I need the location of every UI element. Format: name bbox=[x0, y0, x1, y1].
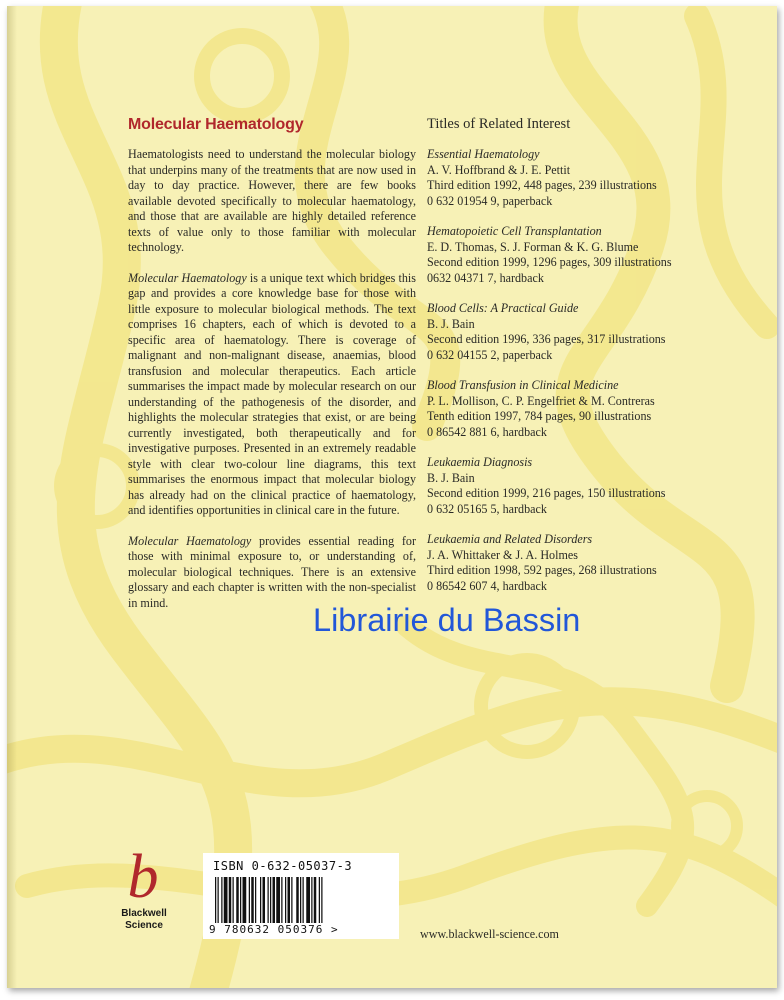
publisher-logo bbox=[119, 843, 179, 932]
related-item-edition: Second edition 1999, 1296 pages, 309 illustrations bbox=[427, 255, 672, 269]
barcode-bar bbox=[233, 877, 234, 923]
barcode-bar bbox=[319, 877, 320, 923]
related-item-title: Hematopoietic Cell Transplantation bbox=[427, 224, 602, 238]
related-item-edition: Second edition 1999, 216 pages, 150 illustrations bbox=[427, 486, 666, 500]
publisher-name-line2: Science bbox=[125, 920, 163, 931]
description-paragraph-2 bbox=[128, 271, 416, 519]
related-item bbox=[427, 378, 727, 440]
barcode-bar bbox=[251, 877, 254, 923]
barcode-bar bbox=[300, 877, 301, 923]
book-title: Molecular Haematology bbox=[128, 116, 304, 133]
related-item-edition: Third edition 1992, 448 pages, 239 illustrations bbox=[427, 178, 657, 192]
related-item-isbn: 0 632 05165 5, hardback bbox=[427, 501, 547, 516]
barcode-bar bbox=[215, 877, 216, 923]
barcode-bar bbox=[285, 877, 286, 923]
barcode-bar bbox=[273, 877, 276, 923]
related-item-authors: B. J. Bain bbox=[427, 470, 475, 485]
related-item bbox=[427, 532, 727, 594]
related-item-authors: A. V. Hoffbrand & J. E. Pettit bbox=[427, 162, 571, 177]
related-item-authors: B. J. Bain bbox=[427, 316, 475, 331]
related-item-title: Essential Haematology bbox=[427, 147, 540, 161]
barcode-bar bbox=[321, 877, 322, 923]
spine-shadow bbox=[7, 6, 17, 988]
publisher-website: www.blackwell-science.com bbox=[420, 927, 559, 941]
barcode bbox=[213, 877, 389, 923]
barcode-bar bbox=[311, 877, 312, 923]
related-item-title: Leukaemia and Related Disorders bbox=[427, 532, 593, 546]
related-item-title: Leukaemia Diagnosis bbox=[427, 455, 533, 469]
barcode-bar bbox=[281, 877, 282, 923]
barcode-bar bbox=[288, 877, 291, 923]
related-item-edition: Second edition 1996, 336 pages, 317 illustrations bbox=[427, 332, 666, 346]
description-column bbox=[128, 116, 416, 626]
related-item bbox=[427, 455, 727, 517]
related-item bbox=[427, 147, 727, 209]
related-item-authors: J. A. Whittaker & J. A. Holmes bbox=[427, 547, 578, 562]
related-item-edition: Tenth edition 1997, 784 pages, 90 illustrations bbox=[427, 409, 652, 423]
barcode-bar bbox=[263, 877, 266, 923]
barcode-bar bbox=[260, 877, 261, 923]
barcode-bar bbox=[224, 877, 228, 923]
related-item bbox=[427, 301, 727, 363]
description-paragraph-3 bbox=[128, 534, 416, 612]
barcode-bar bbox=[229, 877, 232, 923]
description-paragraph-1 bbox=[128, 147, 416, 256]
related-item-title: Blood Cells: A Practical Guide bbox=[427, 301, 579, 315]
barcode-bar bbox=[296, 877, 299, 923]
barcode-bar bbox=[236, 877, 239, 923]
related-titles-column bbox=[427, 116, 727, 609]
barcode-bar bbox=[303, 877, 304, 923]
barcode-bar bbox=[221, 877, 222, 923]
related-item-authors: P. L. Mollison, C. P. Engelfriet & M. Contreras bbox=[427, 393, 655, 408]
barcode-bar bbox=[270, 877, 271, 923]
barcode-bar bbox=[249, 877, 250, 923]
book-back-cover bbox=[7, 6, 777, 988]
isbn-barcode-label bbox=[203, 853, 399, 939]
barcode-bar bbox=[306, 877, 310, 923]
barcode-bar bbox=[255, 877, 256, 923]
paragraph-text: Haematologists need to understand the molecular biology that underpins many of the treatments that are now used in day to day practice. However, there are few books available devoted specifically to molecular haematology, and those that are available are highly detailed reference texts of value only to those familiar with molecular technology. bbox=[128, 147, 416, 254]
publisher-name-line1: Blackwell bbox=[121, 908, 167, 919]
related-item-isbn: 0 632 04155 2, paperback bbox=[427, 347, 553, 362]
related-item-edition: Third edition 1998, 592 pages, 268 illustrations bbox=[427, 563, 657, 577]
isbn-number: ISBN 0-632-05037-3 bbox=[213, 859, 353, 873]
paragraph-lead: Molecular Haematology bbox=[128, 270, 247, 285]
paragraph-lead: Molecular Haematology bbox=[128, 533, 252, 548]
barcode-bar bbox=[276, 877, 280, 923]
logo-letter: b bbox=[127, 843, 159, 911]
related-item bbox=[427, 224, 727, 286]
related-item-title: Blood Transfusion in Clinical Medicine bbox=[427, 378, 619, 392]
ean-number: 9 780632 050376 > bbox=[209, 923, 339, 936]
barcode-bar bbox=[268, 877, 269, 923]
related-item-authors: E. D. Thomas, S. J. Forman & K. G. Blume bbox=[427, 239, 639, 254]
seller-watermark: Librairie du Bassin bbox=[313, 602, 581, 638]
related-item-isbn: 0 86542 607 4, hardback bbox=[427, 578, 547, 593]
related-item-isbn: 0632 04371 7, hardback bbox=[427, 270, 544, 285]
barcode-bar bbox=[243, 877, 247, 923]
related-item-isbn: 0 86542 881 6, hardback bbox=[427, 424, 547, 439]
barcode-bar bbox=[218, 877, 219, 923]
barcode-bar bbox=[314, 877, 317, 923]
barcode-bar bbox=[240, 877, 241, 923]
related-heading: Titles of Related Interest bbox=[427, 116, 571, 132]
paragraph-text: is a unique text which bridges this gap and provides a core knowledge base for those with little exposure to molecular biological methods. The text comprises 16 chapters, each of which is devoted to a specific area of haematology. There is coverage of malignant and non-malignant disease, anaemias, blood transfusion and molecular therapeutics. Each article summarises the impact made by molecular research on our understanding of the pathogenesis of the disorder, and highlights the molecular strategies that exist, or are being currently investigated, both therapeutically and for investigative purposes. Presented in an extremely readable style with clear two-colour line diagrams, this text summarises the enormous impact that molecular biology has already had on the clinical practice of haematology, and identifies opportunities in clinical care in the future. bbox=[128, 270, 416, 517]
paragraph-text: provides essential reading for those with minimal exposure to, or understanding of, molecular biological techniques. There is an extensive glossary and each chapter is written with the non-specialist in mind. bbox=[128, 533, 416, 610]
related-item-isbn: 0 632 01954 9, paperback bbox=[427, 193, 553, 208]
barcode-bar bbox=[291, 877, 292, 923]
